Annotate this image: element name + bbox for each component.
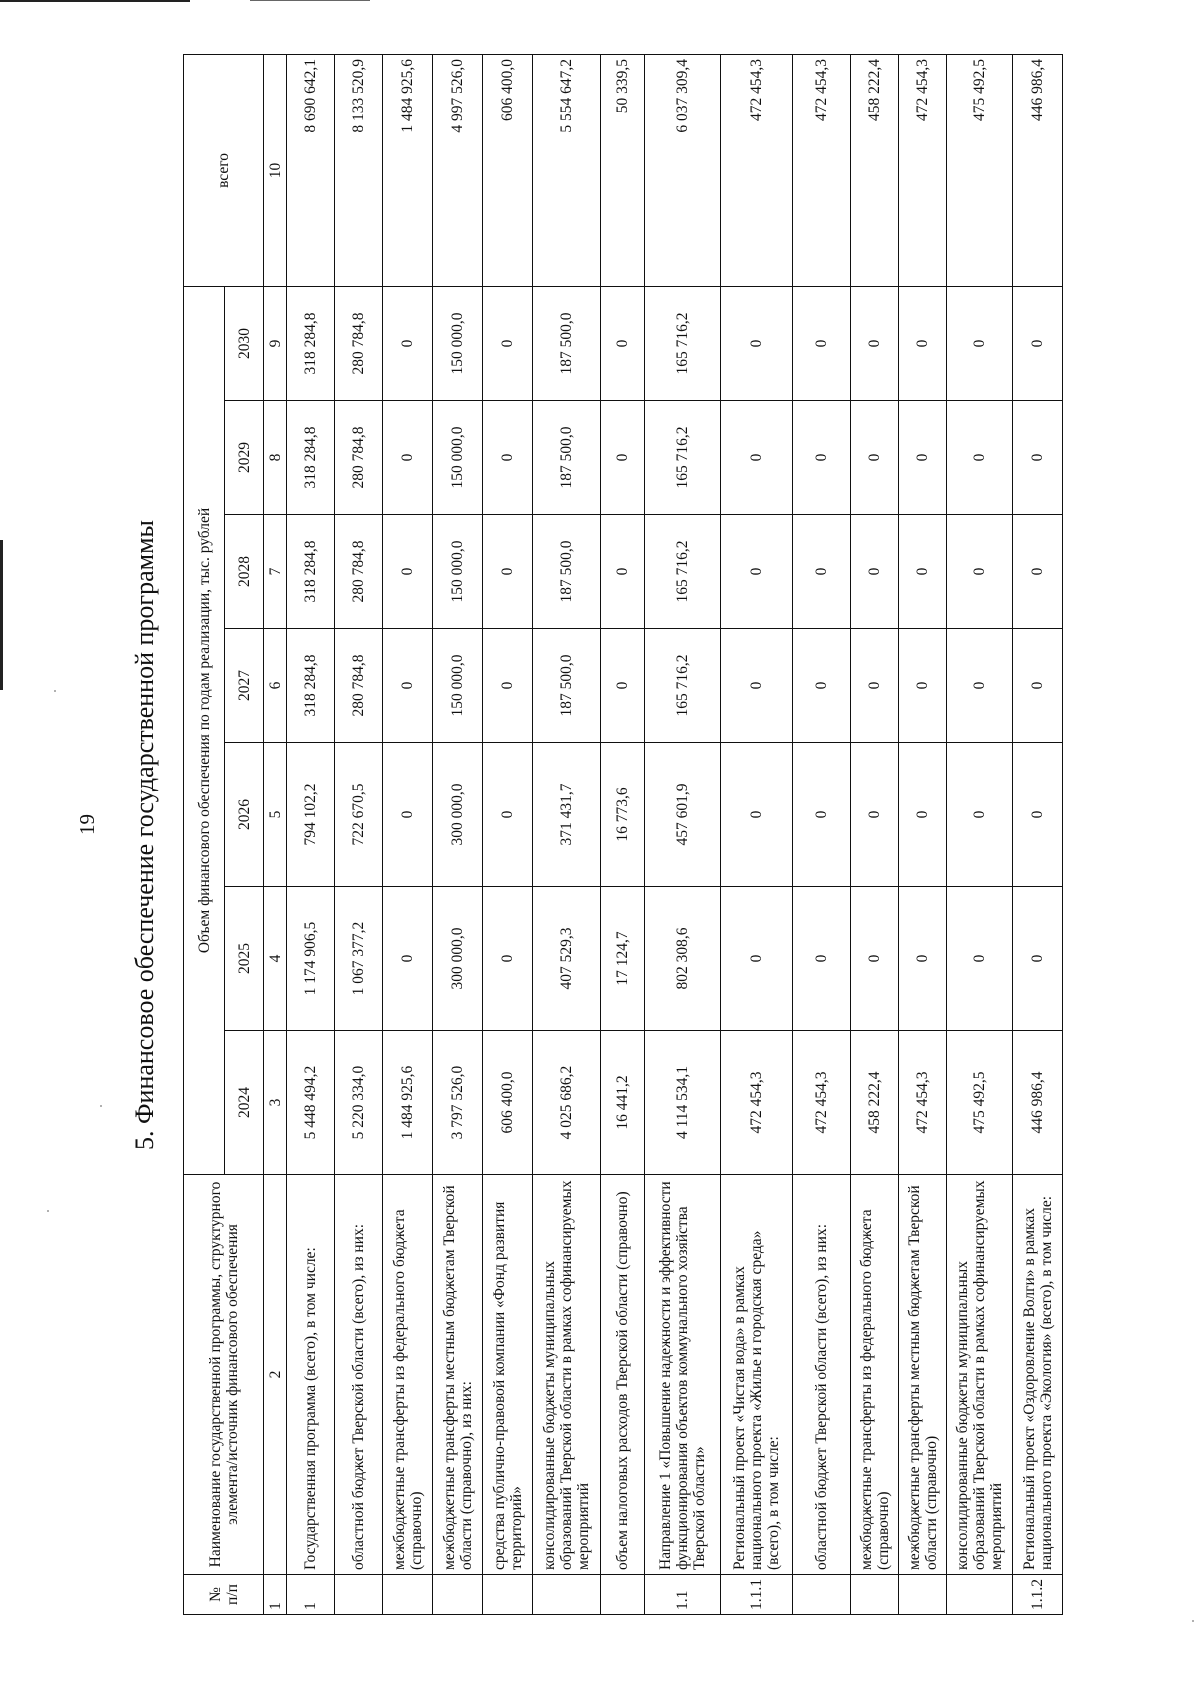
column-number: 8 [264,401,287,515]
row-year-value: 0 [899,743,947,887]
row-year-value: 187 500,0 [533,286,601,400]
scan-edge-left [0,540,3,690]
table-row [899,54,947,1614]
document-title: 5. Финансовое обеспечение государственной программы [130,519,159,1151]
row-name: межбюджетные трансферты местным бюджетам Тверской области (справочно) [899,1175,947,1575]
row-year-value: 318 284,8 [287,629,335,743]
table-row [383,54,433,1614]
row-number [483,1575,533,1615]
row-total-value: 458 222,4 [851,54,899,286]
table-row [1013,54,1063,1614]
row-year-value: 187 500,0 [533,401,601,515]
row-year-value: 472 454,3 [721,1031,793,1175]
row-year-value: 722 670,5 [335,743,383,887]
header-year: 2025 [225,887,264,1031]
row-year-value: 0 [483,286,533,400]
row-year-value: 0 [947,286,1013,400]
row-name: средства публично-правовой компании «Фонд развития территорий» [483,1175,533,1575]
header-volume: Объем финансового обеспечения по годам реализации, тыс. рублей [184,286,225,1174]
row-year-value: 0 [947,743,1013,887]
row-year-value: 0 [947,515,1013,629]
row-total-value: 4 997 526,0 [433,54,483,286]
row-year-value: 150 000,0 [433,401,483,515]
row-total-value: 475 492,5 [947,54,1013,286]
row-year-value: 0 [721,743,793,887]
header-total: всего [184,54,264,286]
row-year-value: 0 [899,515,947,629]
table-row [533,54,601,1614]
row-year-value: 1 484 925,6 [383,1031,433,1175]
row-name: Направление 1 «Повышение надежности и эффективности функционирования объектов коммунального хозяйства Тверской области» [645,1175,721,1575]
row-number: 1.1 [645,1575,721,1615]
row-year-value: 0 [793,743,851,887]
row-year-value: 187 500,0 [533,629,601,743]
row-total-value: 50 339,5 [601,54,645,286]
row-name: межбюджетные трансферты местным бюджетам Тверской области (справочно), из них: [433,1175,483,1575]
row-number [947,1575,1013,1615]
row-number [383,1575,433,1615]
row-number [433,1575,483,1615]
row-year-value: 0 [899,286,947,400]
row-year-value: 458 222,4 [851,1031,899,1175]
row-year-value: 0 [483,887,533,1031]
header-name: Наименование государственной программы, структурного элемента/источник финансового обеспечения [184,1175,264,1575]
row-year-value: 0 [721,629,793,743]
row-year-value: 17 124,7 [601,887,645,1031]
column-numbers-row [264,54,287,1614]
row-total-value: 446 986,4 [1013,54,1063,286]
row-number [533,1575,601,1615]
row-name: консолидированные бюджеты муниципальных образований Тверской области в рамках софинансируемых мероприятий [533,1175,601,1575]
row-year-value: 0 [851,286,899,400]
row-year-value: 0 [793,286,851,400]
row-year-value: 606 400,0 [483,1031,533,1175]
row-year-value: 150 000,0 [433,515,483,629]
table-row [851,54,899,1614]
page-number: 19 [75,814,99,835]
row-year-value: 0 [851,629,899,743]
scan-edge-top [0,0,190,2]
row-total-value: 6 037 309,4 [645,54,721,286]
header-number: № п/п [184,1575,264,1615]
row-year-value: 0 [947,629,1013,743]
row-year-value: 0 [851,401,899,515]
row-year-value: 0 [383,401,433,515]
row-number [335,1575,383,1615]
row-year-value: 0 [601,629,645,743]
column-number: 10 [264,54,287,286]
row-total-value: 5 554 647,2 [533,54,601,286]
row-total-value: 8 690 642,1 [287,54,335,286]
table-row [601,54,645,1614]
row-year-value: 0 [793,515,851,629]
row-year-value: 300 000,0 [433,887,483,1031]
row-year-value: 475 492,5 [947,1031,1013,1175]
row-name: Региональный проект «Чистая вода» в рамках национального проекта «Жилье и городская среда» (всего), в том числе: [721,1175,793,1575]
row-total-value: 8 133 520,9 [335,54,383,286]
row-number [601,1575,645,1615]
column-number: 7 [264,515,287,629]
row-total-value: 1 484 925,6 [383,54,433,286]
table-row [645,54,721,1614]
header-year: 2029 [225,401,264,515]
row-year-value: 165 716,2 [645,286,721,400]
row-year-value: 0 [1013,515,1063,629]
row-number [899,1575,947,1615]
scan-speck [1192,1620,1194,1622]
row-number [851,1575,899,1615]
header-year: 2030 [225,286,264,400]
header-year: 2026 [225,743,264,887]
row-year-value: 0 [1013,629,1063,743]
row-year-value: 0 [601,286,645,400]
row-year-value: 0 [383,515,433,629]
row-year-value: 4 025 686,2 [533,1031,601,1175]
row-year-value: 794 102,2 [287,743,335,887]
table-body [287,54,1063,1614]
row-name: областной бюджет Тверской области (всего), из них: [335,1175,383,1575]
table-row [433,54,483,1614]
row-year-value: 371 431,7 [533,743,601,887]
row-name: Государственная программа (всего), в том числе: [287,1175,335,1575]
row-year-value: 0 [721,401,793,515]
table-row [287,54,335,1614]
row-year-value: 0 [947,401,1013,515]
row-year-value: 3 797 526,0 [433,1031,483,1175]
row-year-value: 150 000,0 [433,286,483,400]
row-year-value: 0 [1013,887,1063,1031]
row-name: областной бюджет Тверской области (всего), из них: [793,1175,851,1575]
table-row [483,54,533,1614]
row-year-value: 280 784,8 [335,515,383,629]
row-year-value: 0 [721,887,793,1031]
table-row [947,54,1013,1614]
row-year-value: 0 [851,743,899,887]
column-number: 4 [264,887,287,1031]
row-year-value: 4 114 534,1 [645,1031,721,1175]
row-year-value: 407 529,3 [533,887,601,1031]
row-year-value: 0 [947,887,1013,1031]
row-name: Региональный проект «Оздоровление Волги» в рамках национального проекта «Экология» (всего), в том числе: [1013,1175,1063,1575]
row-total-value: 472 454,3 [899,54,947,286]
column-number: 3 [264,1031,287,1175]
row-year-value: 457 601,9 [645,743,721,887]
row-year-value: 280 784,8 [335,401,383,515]
row-year-value: 318 284,8 [287,515,335,629]
row-year-value: 0 [793,629,851,743]
row-year-value: 446 986,4 [1013,1031,1063,1175]
row-year-value: 0 [601,515,645,629]
row-year-value: 0 [899,887,947,1031]
row-year-value: 280 784,8 [335,286,383,400]
column-number: 9 [264,286,287,400]
row-year-value: 0 [1013,743,1063,887]
row-number: 1.1.2 [1013,1575,1063,1615]
table-row [335,54,383,1614]
table-row [793,54,851,1614]
column-number: 1 [264,1575,287,1615]
scan-speck [100,1105,102,1107]
row-year-value: 472 454,3 [793,1031,851,1175]
row-year-value: 0 [601,401,645,515]
rotated-document [75,55,1155,1615]
row-number [793,1575,851,1615]
scan-speck [54,690,56,692]
row-year-value: 0 [483,743,533,887]
row-year-value: 802 308,6 [645,887,721,1031]
row-year-value: 0 [721,515,793,629]
row-year-value: 1 174 906,5 [287,887,335,1031]
row-year-value: 0 [851,887,899,1031]
header-year: 2024 [225,1031,264,1175]
header-year: 2028 [225,515,264,629]
row-name: объем налоговых расходов Тверской области (справочно) [601,1175,645,1575]
row-year-value: 280 784,8 [335,629,383,743]
row-year-value: 165 716,2 [645,401,721,515]
row-name: консолидированные бюджеты муниципальных образований Тверской области в рамках софинансируемых мероприятий [947,1175,1013,1575]
row-year-value: 0 [383,629,433,743]
row-number: 1.1.1 [721,1575,793,1615]
row-year-value: 165 716,2 [645,515,721,629]
row-year-value: 0 [483,515,533,629]
scan-speck [47,1210,49,1212]
column-number: 2 [264,1175,287,1575]
row-year-value: 300 000,0 [433,743,483,887]
row-total-value: 472 454,3 [721,54,793,286]
row-year-value: 318 284,8 [287,286,335,400]
row-year-value: 5 448 494,2 [287,1031,335,1175]
row-year-value: 0 [793,401,851,515]
row-total-value: 472 454,3 [793,54,851,286]
row-year-value: 5 220 334,0 [335,1031,383,1175]
row-year-value: 1 067 377,2 [335,887,383,1031]
financing-table [183,54,1063,1615]
row-year-value: 0 [899,629,947,743]
row-number: 1 [287,1575,335,1615]
table-row [721,54,793,1614]
row-year-value: 0 [793,887,851,1031]
row-year-value: 318 284,8 [287,401,335,515]
row-year-value: 16 441,2 [601,1031,645,1175]
row-year-value: 16 773,6 [601,743,645,887]
row-year-value: 0 [483,629,533,743]
row-year-value: 0 [383,286,433,400]
row-year-value: 472 454,3 [899,1031,947,1175]
row-year-value: 187 500,0 [533,515,601,629]
column-number: 6 [264,629,287,743]
row-year-value: 0 [851,515,899,629]
row-name: межбюджетные трансферты из федерального бюджета (справочно) [851,1175,899,1575]
header-year: 2027 [225,629,264,743]
scan-edge-top-right [250,0,370,1]
row-total-value: 606 400,0 [483,54,533,286]
header-row [184,54,225,1614]
row-year-value: 0 [721,286,793,400]
row-year-value: 0 [383,743,433,887]
row-year-value: 0 [383,887,433,1031]
row-year-value: 0 [1013,286,1063,400]
row-year-value: 150 000,0 [433,629,483,743]
row-year-value: 0 [899,401,947,515]
row-year-value: 0 [1013,401,1063,515]
row-year-value: 0 [483,401,533,515]
column-number: 5 [264,743,287,887]
row-year-value: 165 716,2 [645,629,721,743]
row-name: межбюджетные трансферты из федерального бюджета (справочно) [383,1175,433,1575]
